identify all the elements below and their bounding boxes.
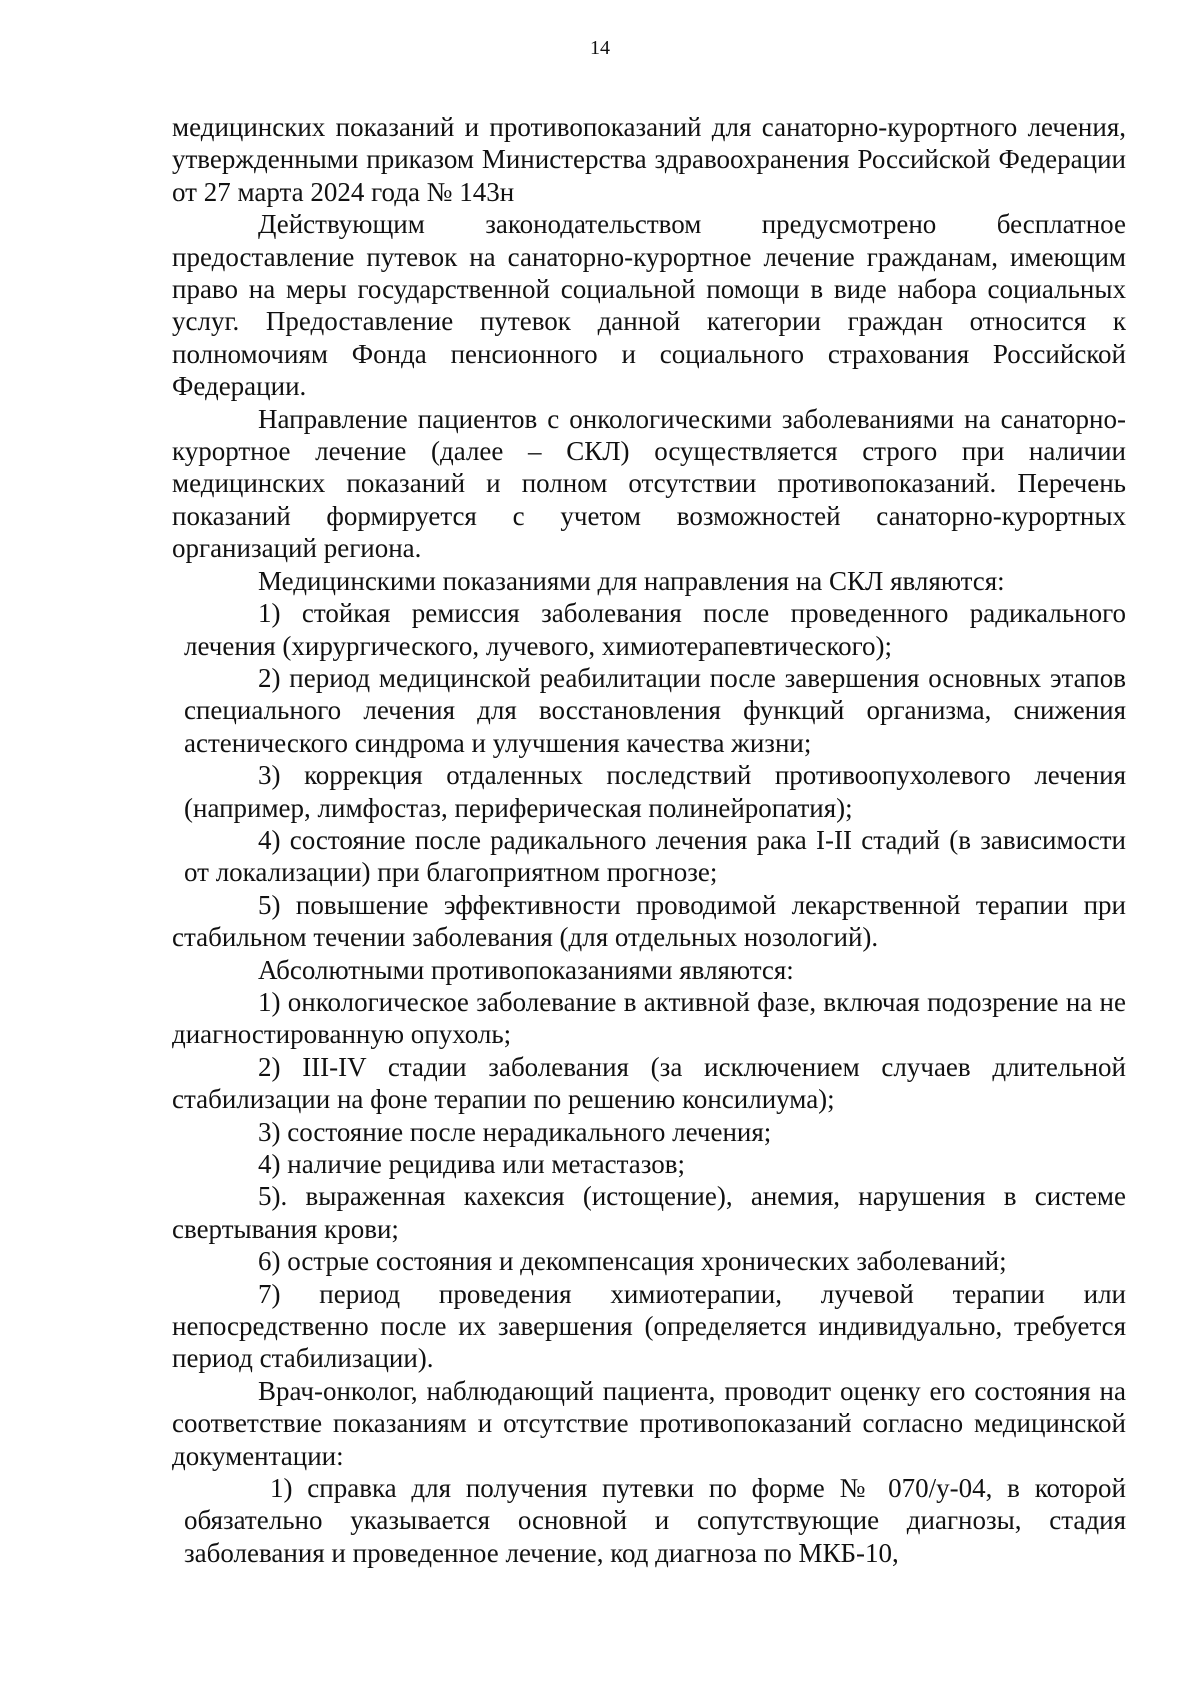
contraindication-item-1: 1) онкологическое заболевание в активной фазе, включая подозрение на не диагностированную опухоль;	[172, 986, 1126, 1050]
contraindication-item-7: 7) период проведения химиотерапии, лучевой терапии или непосредственно после их завершения (определяется индивидуально, требуется период стабилизации).	[172, 1278, 1126, 1374]
indication-item-2: 2) период медицинской реабилитации после завершения основных этапов специального лечения для восстановления функций организма, снижения астенического синдрома и улучшения качества жизни;	[184, 662, 1126, 758]
document-body	[172, 111, 1126, 1569]
paragraph-referral: Направление пациентов с онкологическими заболеваниями на санаторно-курортное лечение (далее – СКЛ) осуществляется строго при наличии медицинских показаний и полном отсутствии противопоказаний. Перечень показаний формируется с учетом возможностей санаторно-курортных организаций региона.	[172, 403, 1126, 564]
paragraph-oncologist-assessment: Врач-онколог, наблюдающий пациента, проводит оценку его состояния на соответствие показаниям и отсутствие противопоказаний согласно медицинской документации:	[172, 1375, 1126, 1471]
contraindication-item-4: 4) наличие рецидива или метастазов;	[258, 1149, 685, 1179]
page-number: 14	[590, 37, 610, 59]
document-item-1: 1) справка для получения путевки по форме № 070/у-04, в которой обязательно указывается основной и сопутствующие диагнозы, стадия заболевания и проведенное лечение, код диагноза по МКБ-10,	[184, 1473, 1126, 1568]
contraindication-item-2: 2) III-IV стадии заболевания (за исключением случаев длительной стабилизации на фоне терапии по решению консилиума);	[172, 1051, 1126, 1115]
contraindications-heading: Абсолютными противопоказаниями являются:	[258, 954, 794, 985]
contraindication-item-5: 5). выраженная кахексия (истощение), анемия, нарушения в системе свертывания крови;	[172, 1181, 1126, 1244]
indication-item-1: 1) стойкая ремиссия заболевания после проведенного радикального лечения (хирургического, лучевого, химиотерапевтического);	[184, 598, 1126, 661]
contraindication-item-3: 3) состояние после нерадикального лечения;	[258, 1116, 772, 1147]
indication-item-3: 3) коррекция отдаленных последствий противоопухолевого лечения (например, лимфостаз, периферическая полинейропатия);	[184, 760, 1126, 823]
paragraph-continuation: медицинских показаний и противопоказаний для санаторно-курортного лечения, утвержденными приказом Министерства здравоохранения Российской Федерации от 27 марта 2024 года № 143н	[172, 112, 1126, 207]
indication-item-4: 4) состояние после радикального лечения рака I-II стадий (в зависимости от локализации) при благоприятном прогнозе;	[184, 824, 1126, 888]
paragraph-free-vouchers: Действующим законодательством предусмотрено бесплатное предоставление путевок на санаторно-курортное лечение гражданам, имеющим право на меры государственной социальной помощи в виде набора социальных услуг. Предоставление путевок данной категории граждан относится к полномочиям Фонда пенсионного и социального страхования Российской Федерации.	[172, 209, 1126, 402]
indications-heading: Медицинскими показаниями для направления на СКЛ являются:	[258, 565, 1005, 596]
contraindication-item-6: 6) острые состояния и декомпенсация хронических заболеваний;	[258, 1246, 1007, 1277]
indication-item-5: 5) повышение эффективности проводимой лекарственной терапии при стабильном течении заболевания (для отдельных нозологий).	[172, 889, 1126, 953]
